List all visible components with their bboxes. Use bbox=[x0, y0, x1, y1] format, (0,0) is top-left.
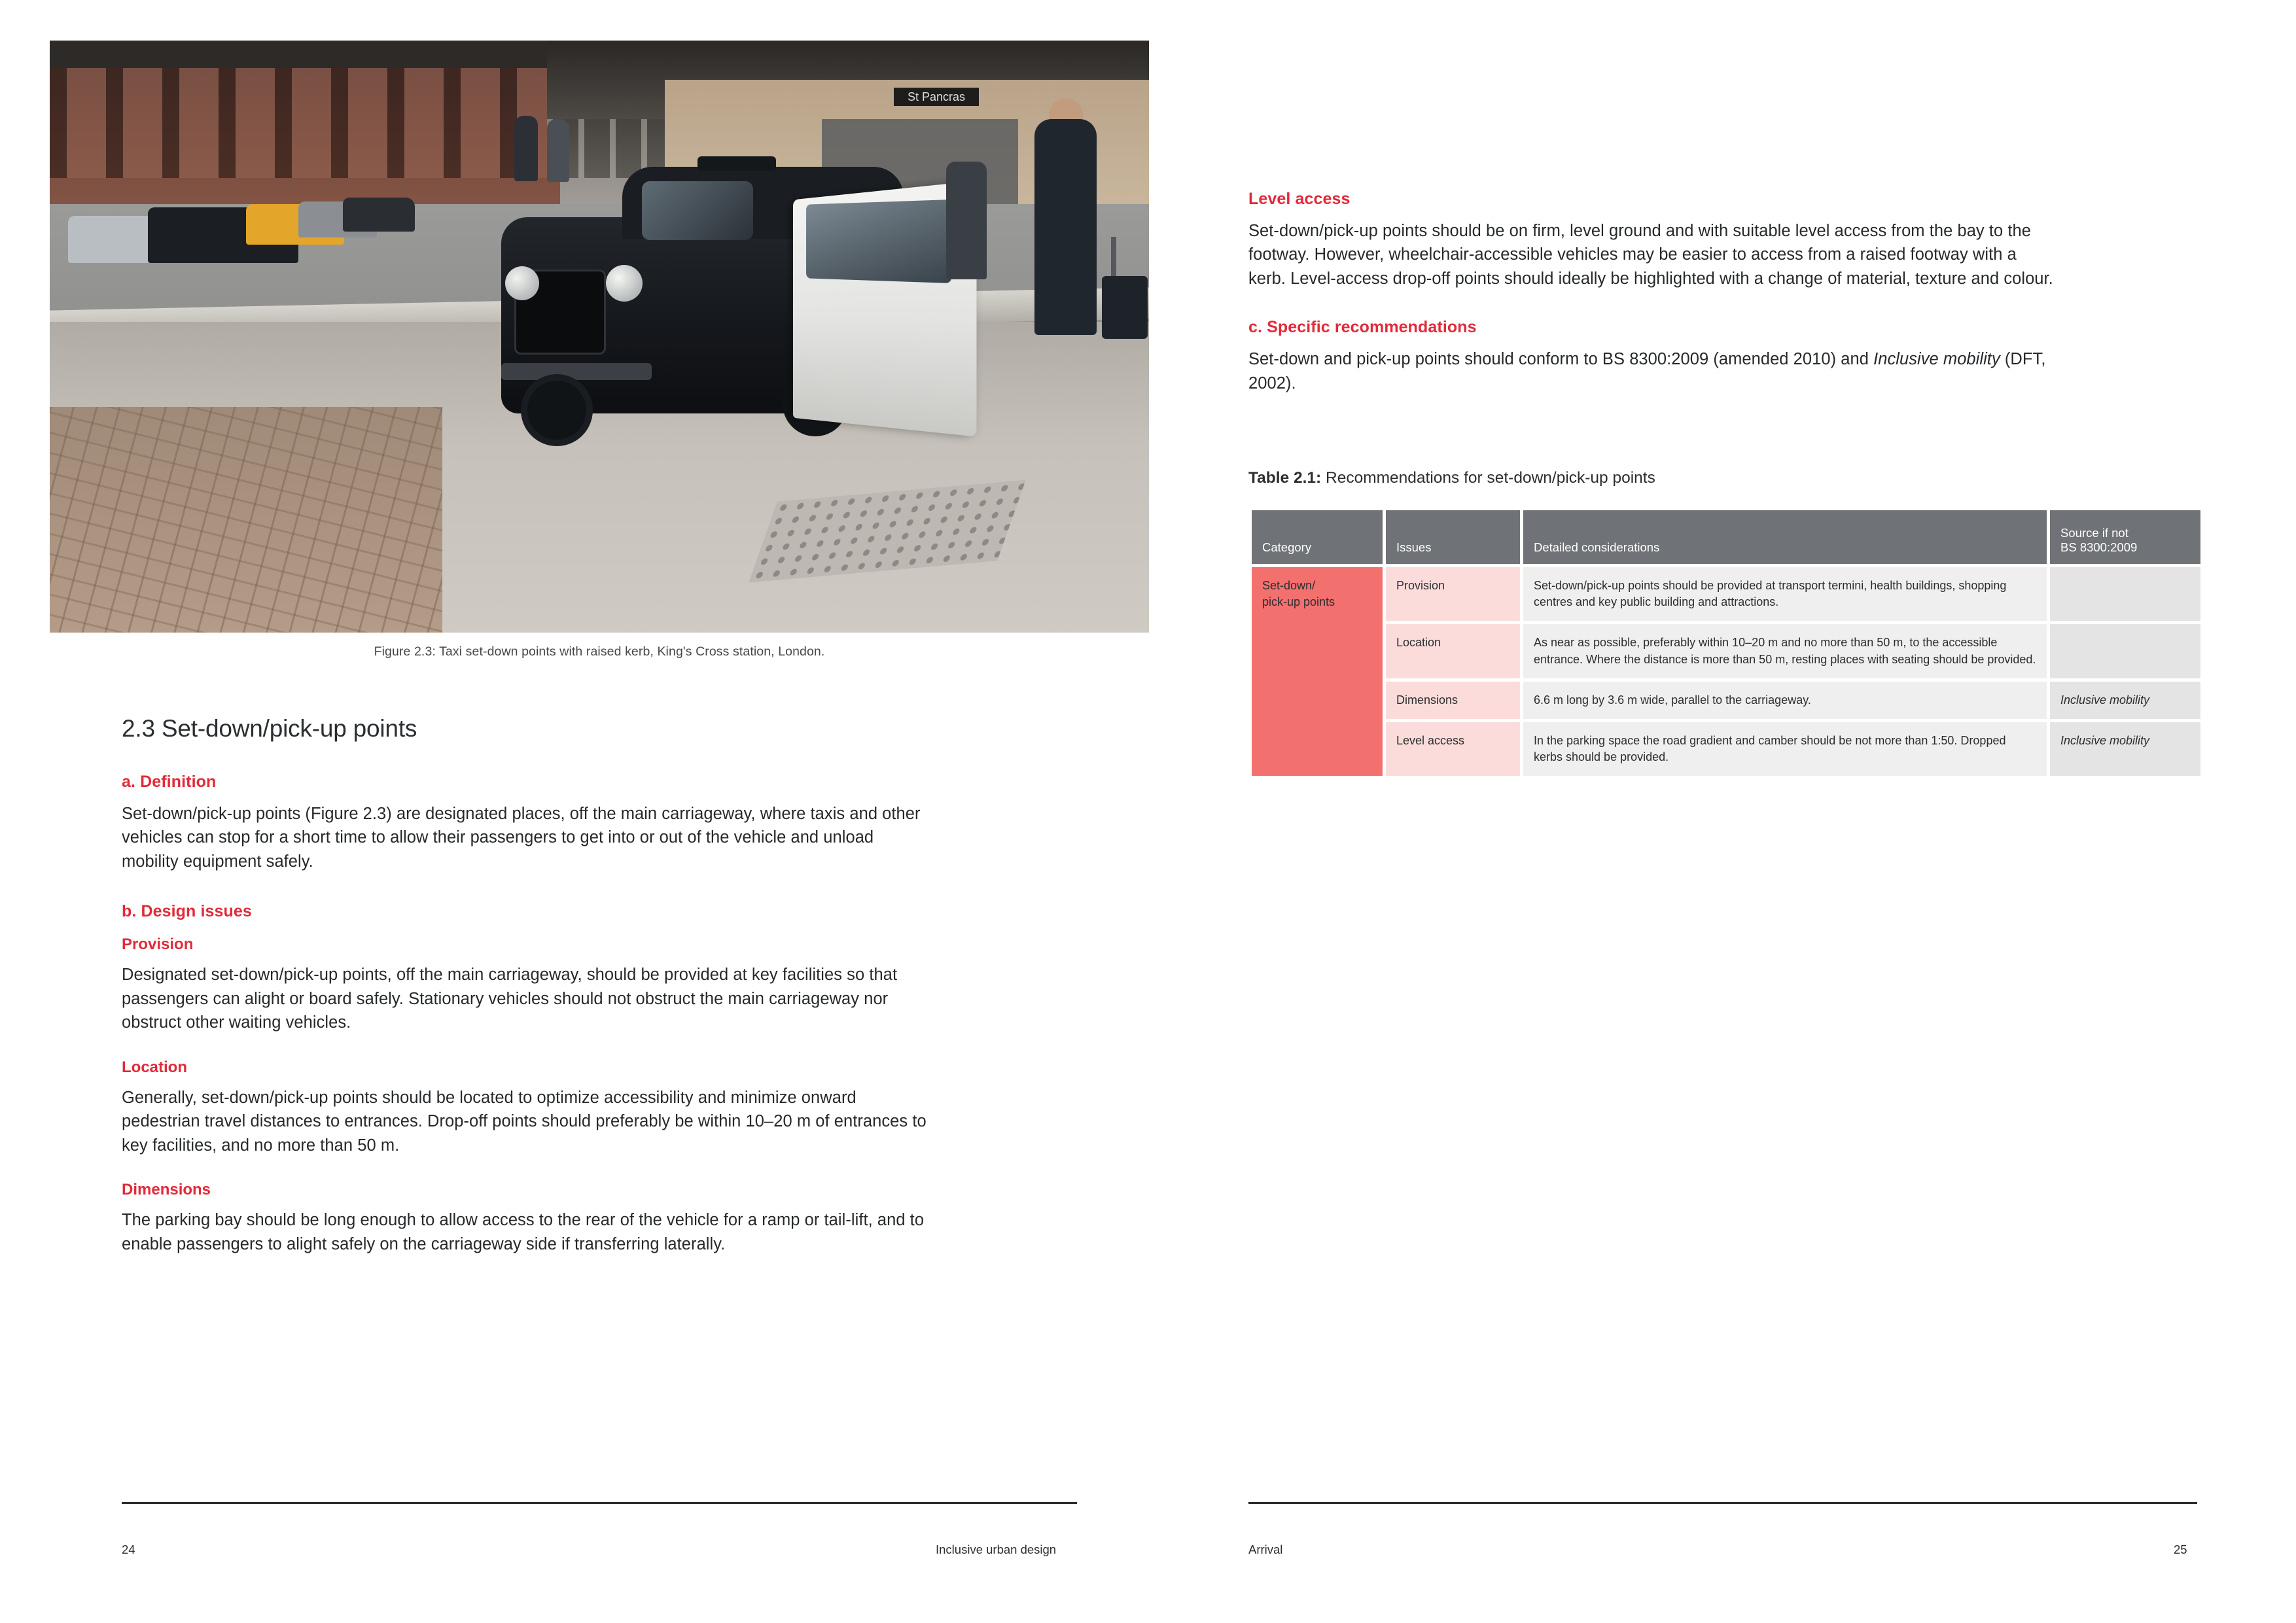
cell-issue: Dimensions bbox=[1386, 682, 1520, 719]
cell-source bbox=[2050, 567, 2200, 621]
left-column-text bbox=[122, 715, 927, 1276]
column-header-category: Category bbox=[1252, 510, 1383, 564]
taxi-headlamp-right bbox=[606, 265, 643, 302]
rec-text-before: Set-down and pick-up points should conform to BS 8300:2009 (amended 2010) and bbox=[1248, 350, 1874, 369]
figure-image bbox=[50, 41, 1149, 633]
category-line1: Set-down/ bbox=[1262, 579, 1316, 592]
category-line2: pick-up points bbox=[1262, 595, 1335, 609]
cell-category bbox=[1252, 567, 1383, 776]
paragraph-specific-recommendations bbox=[1248, 347, 2053, 395]
subheading-dimensions: Dimensions bbox=[122, 1181, 211, 1199]
table-label: Table 2.1: bbox=[1248, 469, 1322, 487]
paragraph-dimensions: The parking bay should be long enough to allow access to the rear of the vehicle for a ramp or tail-lift, and to enable passengers to alight safely on the carriageway side if transferring laterally. bbox=[122, 1211, 925, 1253]
pedestrian bbox=[514, 116, 538, 181]
footer-rule-left bbox=[122, 1502, 1077, 1504]
column-header-detailed-considerations: Detailed considerations bbox=[1523, 510, 2047, 564]
rec-text-after: (DFT, 2002). bbox=[1248, 350, 2046, 393]
table-row bbox=[1252, 722, 2200, 776]
figure-caption: Figure 2.3: Taxi set-down points with raised kerb, King's Cross station, London. bbox=[374, 644, 825, 659]
pedestrian bbox=[547, 119, 569, 182]
pedestrian bbox=[946, 162, 987, 279]
table-header-row bbox=[1252, 510, 2200, 564]
subheading-location: Location bbox=[122, 1058, 187, 1076]
cell-detail: In the parking space the road gradient and camber should be not more than 1:50. Dropped kerbs should be provided. bbox=[1523, 722, 2047, 776]
footer-rule-right bbox=[1248, 1502, 2197, 1504]
cell-issue: Location bbox=[1386, 624, 1520, 678]
table-caption bbox=[1248, 469, 1655, 487]
brick-paving bbox=[50, 407, 442, 633]
rec-italic-title: Inclusive mobility bbox=[1873, 350, 2000, 369]
cell-source bbox=[2050, 624, 2200, 678]
right-column-text bbox=[1248, 190, 2053, 415]
taxi-roof-light bbox=[698, 156, 776, 171]
source-header-line1: Source if not bbox=[2060, 526, 2128, 540]
recommendations-table bbox=[1248, 507, 2204, 779]
taxi-headlamp-left bbox=[505, 266, 539, 300]
taxi-door-window bbox=[806, 200, 951, 283]
subheading-provision: Provision bbox=[122, 935, 194, 954]
cell-source: Inclusive mobility bbox=[2050, 722, 2200, 776]
luggage-handle bbox=[1111, 237, 1116, 279]
paragraph-definition: Set-down/pick-up points (Figure 2.3) are designated places, off the main carriageway, where taxis and other vehicles can stop for a short time to allow their passengers to get into or out of the vehicle and unload mobility equipment safely. bbox=[122, 805, 921, 871]
paragraph-level-access: Set-down/pick-up points should be on firm, level ground and with suitable level access from the bay to the footway. However, wheelchair-accessible vehicles may be easier to access from a raised footway with a kerb. Level-access drop-off points should ideally be highlighted with a change of material, texture and colour. bbox=[1248, 222, 2053, 288]
section-title: 2.3 Set-down/pick-up points bbox=[122, 715, 417, 742]
footer-section-name: Arrival bbox=[1248, 1543, 1283, 1556]
pedestrian-with-luggage bbox=[1034, 119, 1097, 335]
heading-level-access: Level access bbox=[1248, 190, 1351, 208]
heading-definition: a. Definition bbox=[122, 773, 217, 791]
source-header-line2: BS 8300:2009 bbox=[2060, 540, 2138, 554]
taxi-front-wheel bbox=[521, 374, 593, 446]
photo-scene bbox=[50, 41, 1149, 633]
paragraph-location: Generally, set-down/pick-up points should be located to optimize accessibility and minimize onward pedestrian travel distances to entrances. Drop-off points should preferably be within 10–20 m of entrances to key facilities, and no more than 50 m. bbox=[122, 1088, 927, 1155]
luggage bbox=[1102, 276, 1148, 339]
heading-specific-recommendations: c. Specific recommendations bbox=[1248, 318, 1477, 337]
paragraph-provision: Designated set-down/pick-up points, off the main carriageway, should be provided at key facilities so that passengers can alight or board safely. Stationary vehicles should not obstruct the main carriageway nor obstruct other waiting vehicles. bbox=[122, 966, 898, 1032]
table-row bbox=[1252, 567, 2200, 621]
taxi-bumper bbox=[501, 363, 652, 380]
cell-source: Inclusive mobility bbox=[2050, 682, 2200, 719]
column-header-issues: Issues bbox=[1386, 510, 1520, 564]
taxi-windshield bbox=[642, 181, 753, 240]
footer-book-title: Inclusive urban design bbox=[936, 1543, 1057, 1556]
shop-sign: St Pancras bbox=[894, 88, 979, 106]
table-row bbox=[1252, 624, 2200, 678]
page-number-right: 25 bbox=[2174, 1543, 2187, 1556]
cell-detail: As near as possible, preferably within 10–20 m and no more than 50 m, to the accessible entrance. Where the distance is more than 50 m, resting places with seating should be provided. bbox=[1523, 624, 2047, 678]
roofline bbox=[50, 41, 560, 68]
page-number-left: 24 bbox=[122, 1543, 135, 1556]
cell-detail: Set-down/pick-up points should be provided at transport termini, health buildings, shopping centres and key public building and attractions. bbox=[1523, 567, 2047, 621]
table-title-text: Recommendations for set-down/pick-up points bbox=[1321, 469, 1655, 487]
column-header-source bbox=[2050, 510, 2200, 564]
cell-detail: 6.6 m long by 3.6 m wide, parallel to the carriageway. bbox=[1523, 682, 2047, 719]
background-car bbox=[343, 198, 415, 232]
cell-issue: Level access bbox=[1386, 722, 1520, 776]
heading-design-issues: b. Design issues bbox=[122, 902, 252, 921]
table-row bbox=[1252, 682, 2200, 719]
cell-issue: Provision bbox=[1386, 567, 1520, 621]
taxi bbox=[501, 155, 998, 482]
